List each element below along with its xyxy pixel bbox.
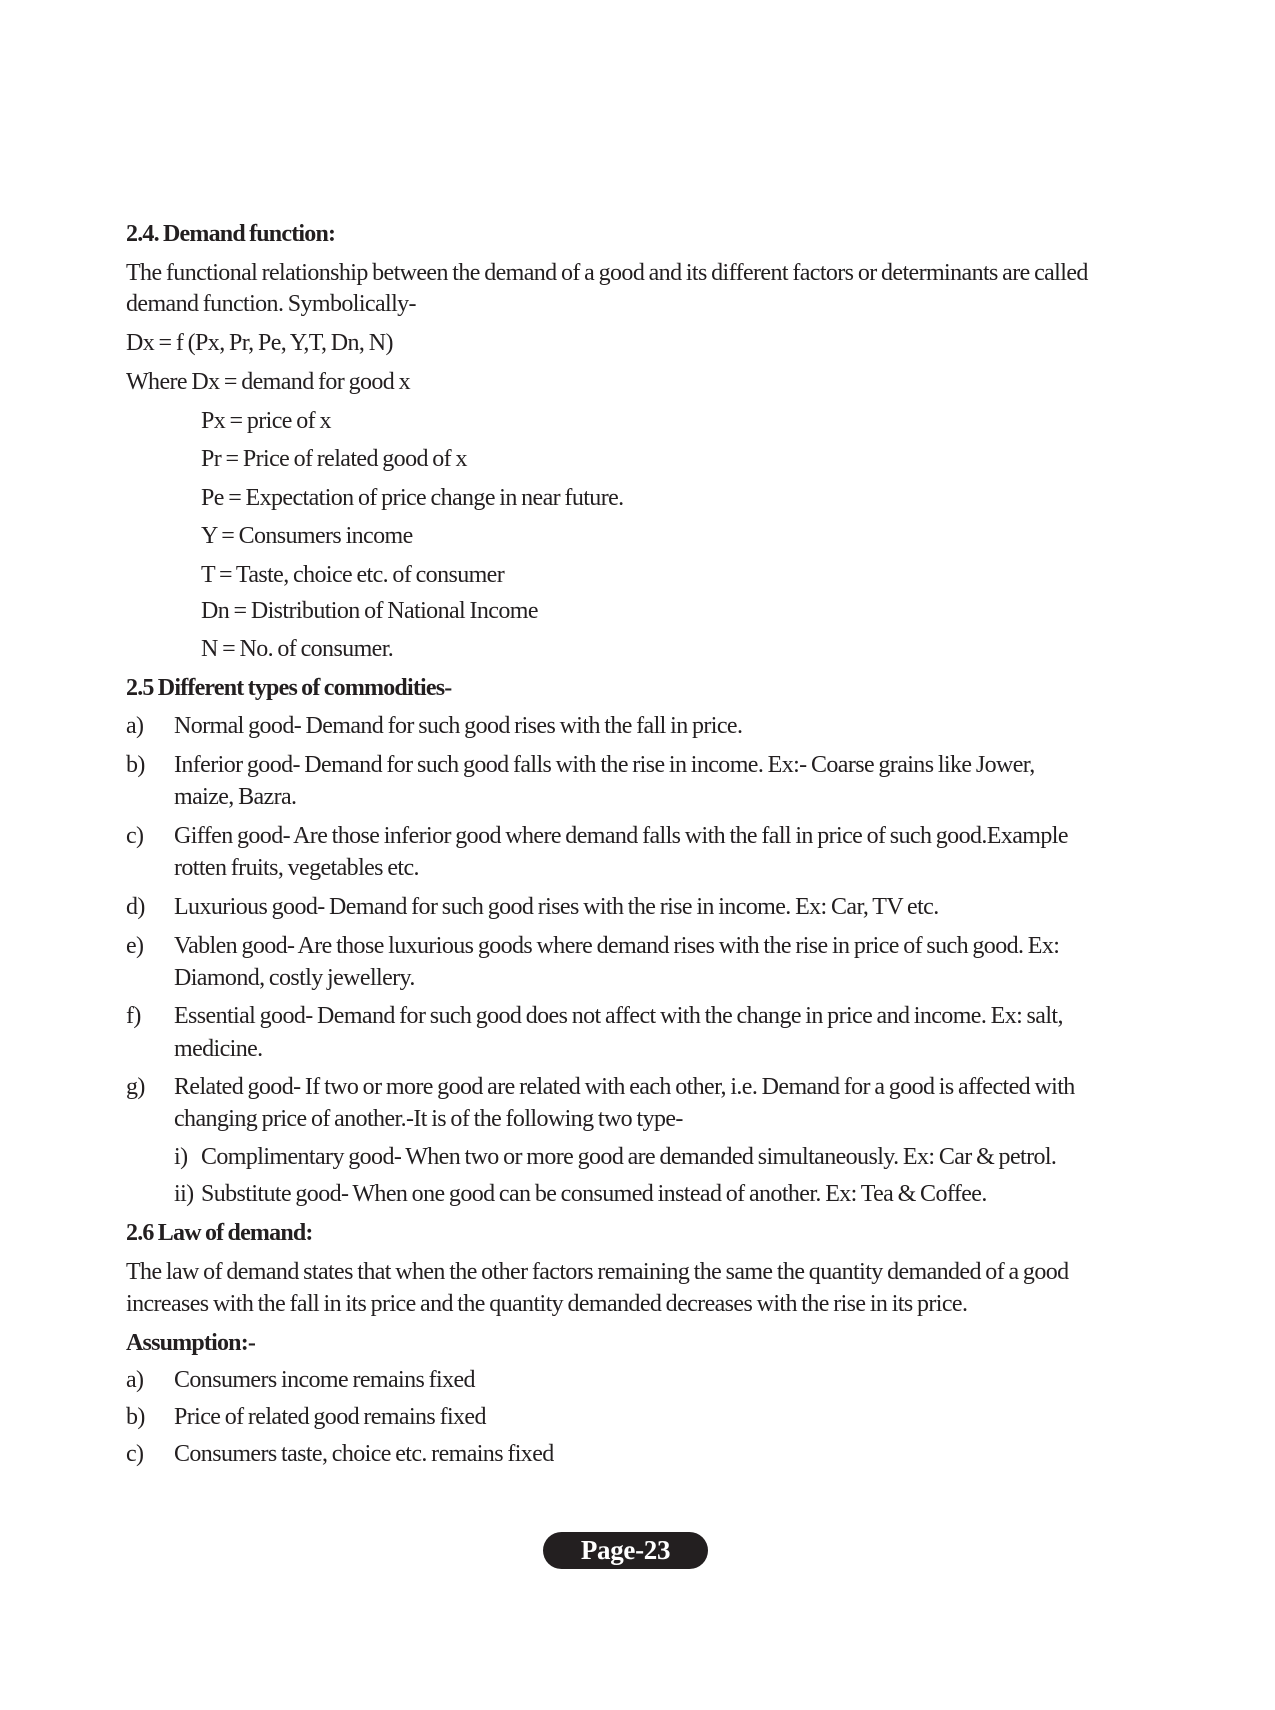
list-marker: b) (126, 1404, 145, 1430)
where-line: Where Dx = demand for good x (126, 369, 410, 395)
list-text: Vablen good- Are those luxurious goods where demand rises with the rise in price of such good. Ex: (174, 933, 1060, 959)
list-text: rotten fruits, vegetables etc. (174, 855, 419, 881)
list-marker: c) (126, 823, 144, 849)
section-heading-demand-function: 2.4. Demand function: (126, 221, 336, 247)
definition-item: Pr = Price of related good of x (201, 446, 467, 472)
definition-item: Dn = Distribution of National Income (201, 598, 538, 624)
assumption-heading: Assumption:- (126, 1330, 256, 1356)
list-marker: a) (126, 1367, 144, 1393)
list-text: Consumers taste, choice etc. remains fixed (174, 1441, 554, 1467)
list-text: Related good- If two or more good are related with each other, i.e. Demand for a good is affected with (174, 1074, 1075, 1100)
list-marker: a) (126, 713, 144, 739)
definition-item: Pe = Expectation of price change in near future. (201, 485, 624, 511)
list-marker: e) (126, 933, 144, 959)
list-text: Essential good- Demand for such good does not affect with the change in price and income. Ex: salt, (174, 1003, 1063, 1029)
list-marker: f) (126, 1003, 141, 1029)
sub-list-text: Substitute good- When one good can be consumed instead of another. Ex: Tea & Coffee. (201, 1181, 987, 1207)
list-text: changing price of another.-It is of the following two type- (174, 1106, 683, 1132)
definition-item: N = No. of consumer. (201, 636, 394, 662)
list-text: maize, Bazra. (174, 784, 297, 810)
list-marker: g) (126, 1074, 145, 1100)
list-marker: b) (126, 752, 145, 778)
list-text: Giffen good- Are those inferior good where demand falls with the fall in price of such good.Example (174, 823, 1068, 849)
list-text: Diamond, costly jewellery. (174, 965, 415, 991)
paragraph-line: The law of demand states that when the other factors remaining the same the quantity demanded of a good (126, 1259, 1069, 1285)
list-text: Normal good- Demand for such good rises with the fall in price. (174, 713, 743, 739)
demand-function-formula: Dx = f (Px, Pr, Pe, Y,T, Dn, N) (126, 330, 393, 356)
section-heading-types-of-commodities: 2.5 Different types of commodities- (126, 675, 452, 701)
list-text: medicine. (174, 1036, 263, 1062)
list-marker: d) (126, 894, 145, 920)
page-number-badge: Page-23 (543, 1532, 708, 1569)
list-marker: c) (126, 1441, 144, 1467)
paragraph-line: The functional relationship between the demand of a good and its different factors or determinants are called (126, 260, 1088, 286)
definition-item: T = Taste, choice etc. of consumer (201, 562, 505, 588)
section-heading-law-of-demand: 2.6 Law of demand: (126, 1220, 313, 1246)
list-text: Inferior good- Demand for such good falls with the rise in income. Ex:- Coarse grains like Jower, (174, 752, 1035, 778)
definition-item: Y = Consumers income (201, 523, 413, 549)
definition-item: Px = price of x (201, 408, 331, 434)
paragraph-line: increases with the fall in its price and the quantity demanded decreases with the rise in its price. (126, 1291, 968, 1317)
list-text: Price of related good remains fixed (174, 1404, 486, 1430)
list-text: Consumers income remains fixed (174, 1367, 475, 1393)
sub-list-marker: i) (174, 1144, 188, 1170)
list-text: Luxurious good- Demand for such good rises with the rise in income. Ex: Car, TV etc. (174, 894, 939, 920)
sub-list-marker: ii) (174, 1181, 194, 1207)
sub-list-text: Complimentary good- When two or more good are demanded simultaneously. Ex: Car & petrol. (201, 1144, 1057, 1170)
paragraph-line: demand function. Symbolically- (126, 291, 416, 317)
